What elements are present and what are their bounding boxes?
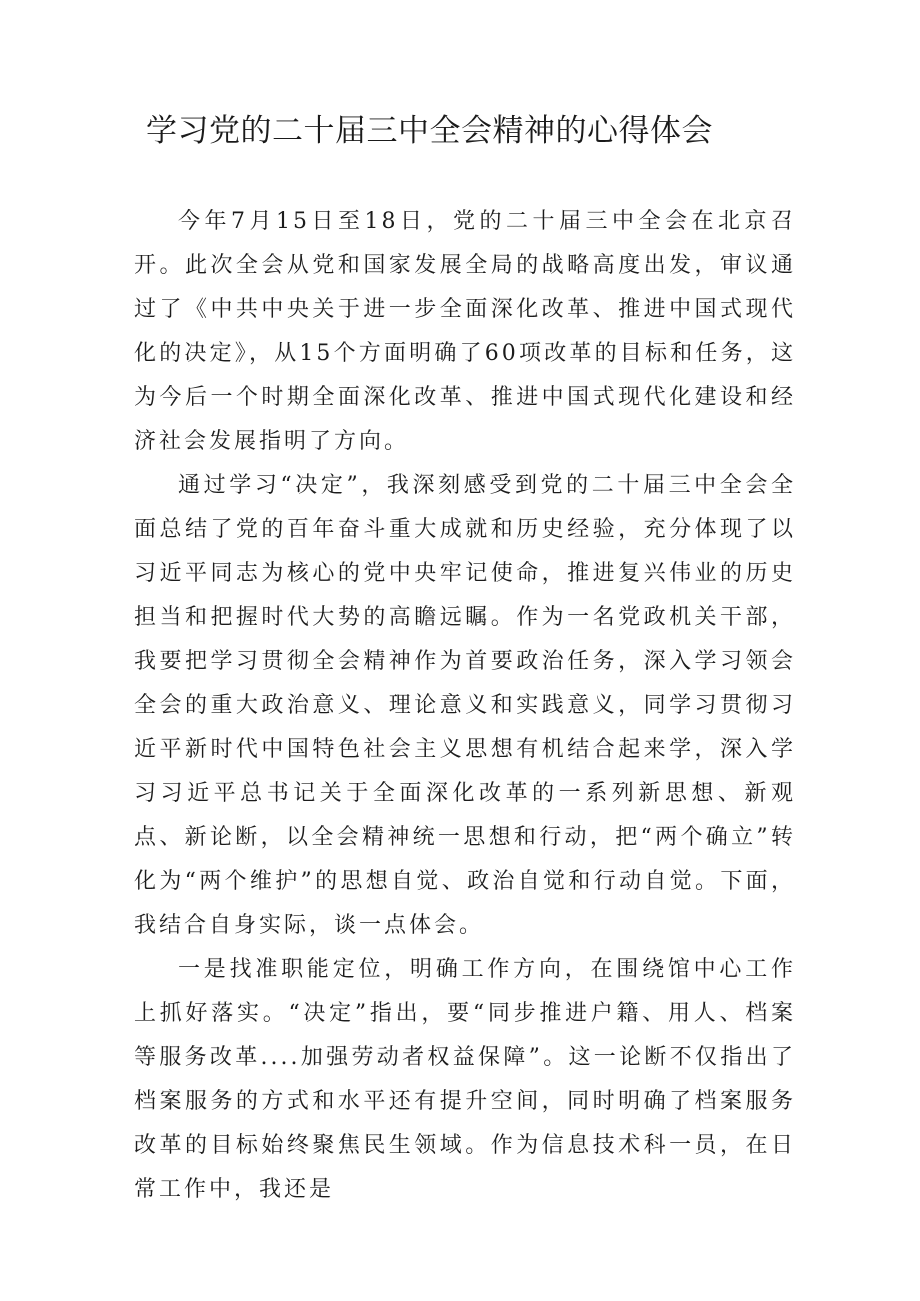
paragraph-1: 今年7月15日至18日，党的二十届三中全会在北京召开。此次全会从党和国家发展全局的战略高度出发，审议通过了《中共中央关于进一步全面深化改革、推进中国式现代化的决定》，从15个方面明确了60项改革的目标和任务，这为今后一个时期全面深化改革、推进中国式现代化建设和经济社会发展指明了方向。 <box>134 209 796 454</box>
paragraph-3: 一是找准职能定位，明确工作方向，在围绕馆中心工作上抓好落实。“决定”指出，要“同步推进户籍、用人、档案等服务改革....加强劳动者权益保障”。这一论断不仅指出了档案服务的方式和水平还有提升空间，同时明确了档案服务改革的目标始终聚焦民生领域。作为信息技术科一员，在日常工作中，我还是 <box>134 957 796 1202</box>
paragraph-2: 通过学习“决定”，我深刻感受到党的二十届三中全会全面总结了党的百年奋斗重大成就和历史经验，充分体现了以习近平同志为核心的党中央牢记使命，推进复兴伟业的历史担当和把握时代大势的高瞻远瞩。作为一名党政机关干部，我要把学习贯彻全会精神作为首要政治任务，深入学习领会全会的重大政治意义、理论意义和实践意义，同学习贯彻习近平新时代中国特色社会主义思想有机结合起来学，深入学习习近平总书记关于全面深化改革的一系列新思想、新观点、新论断，以全会精神统一思想和行动，把“两个确立”转化为“两个维护”的思想自觉、政治自觉和行动自觉。下面，我结合自身实际，谈一点体会。 <box>134 473 796 938</box>
document-body <box>134 200 796 1212</box>
document-title: 学习党的二十届三中全会精神的心得体会 <box>146 113 713 149</box>
